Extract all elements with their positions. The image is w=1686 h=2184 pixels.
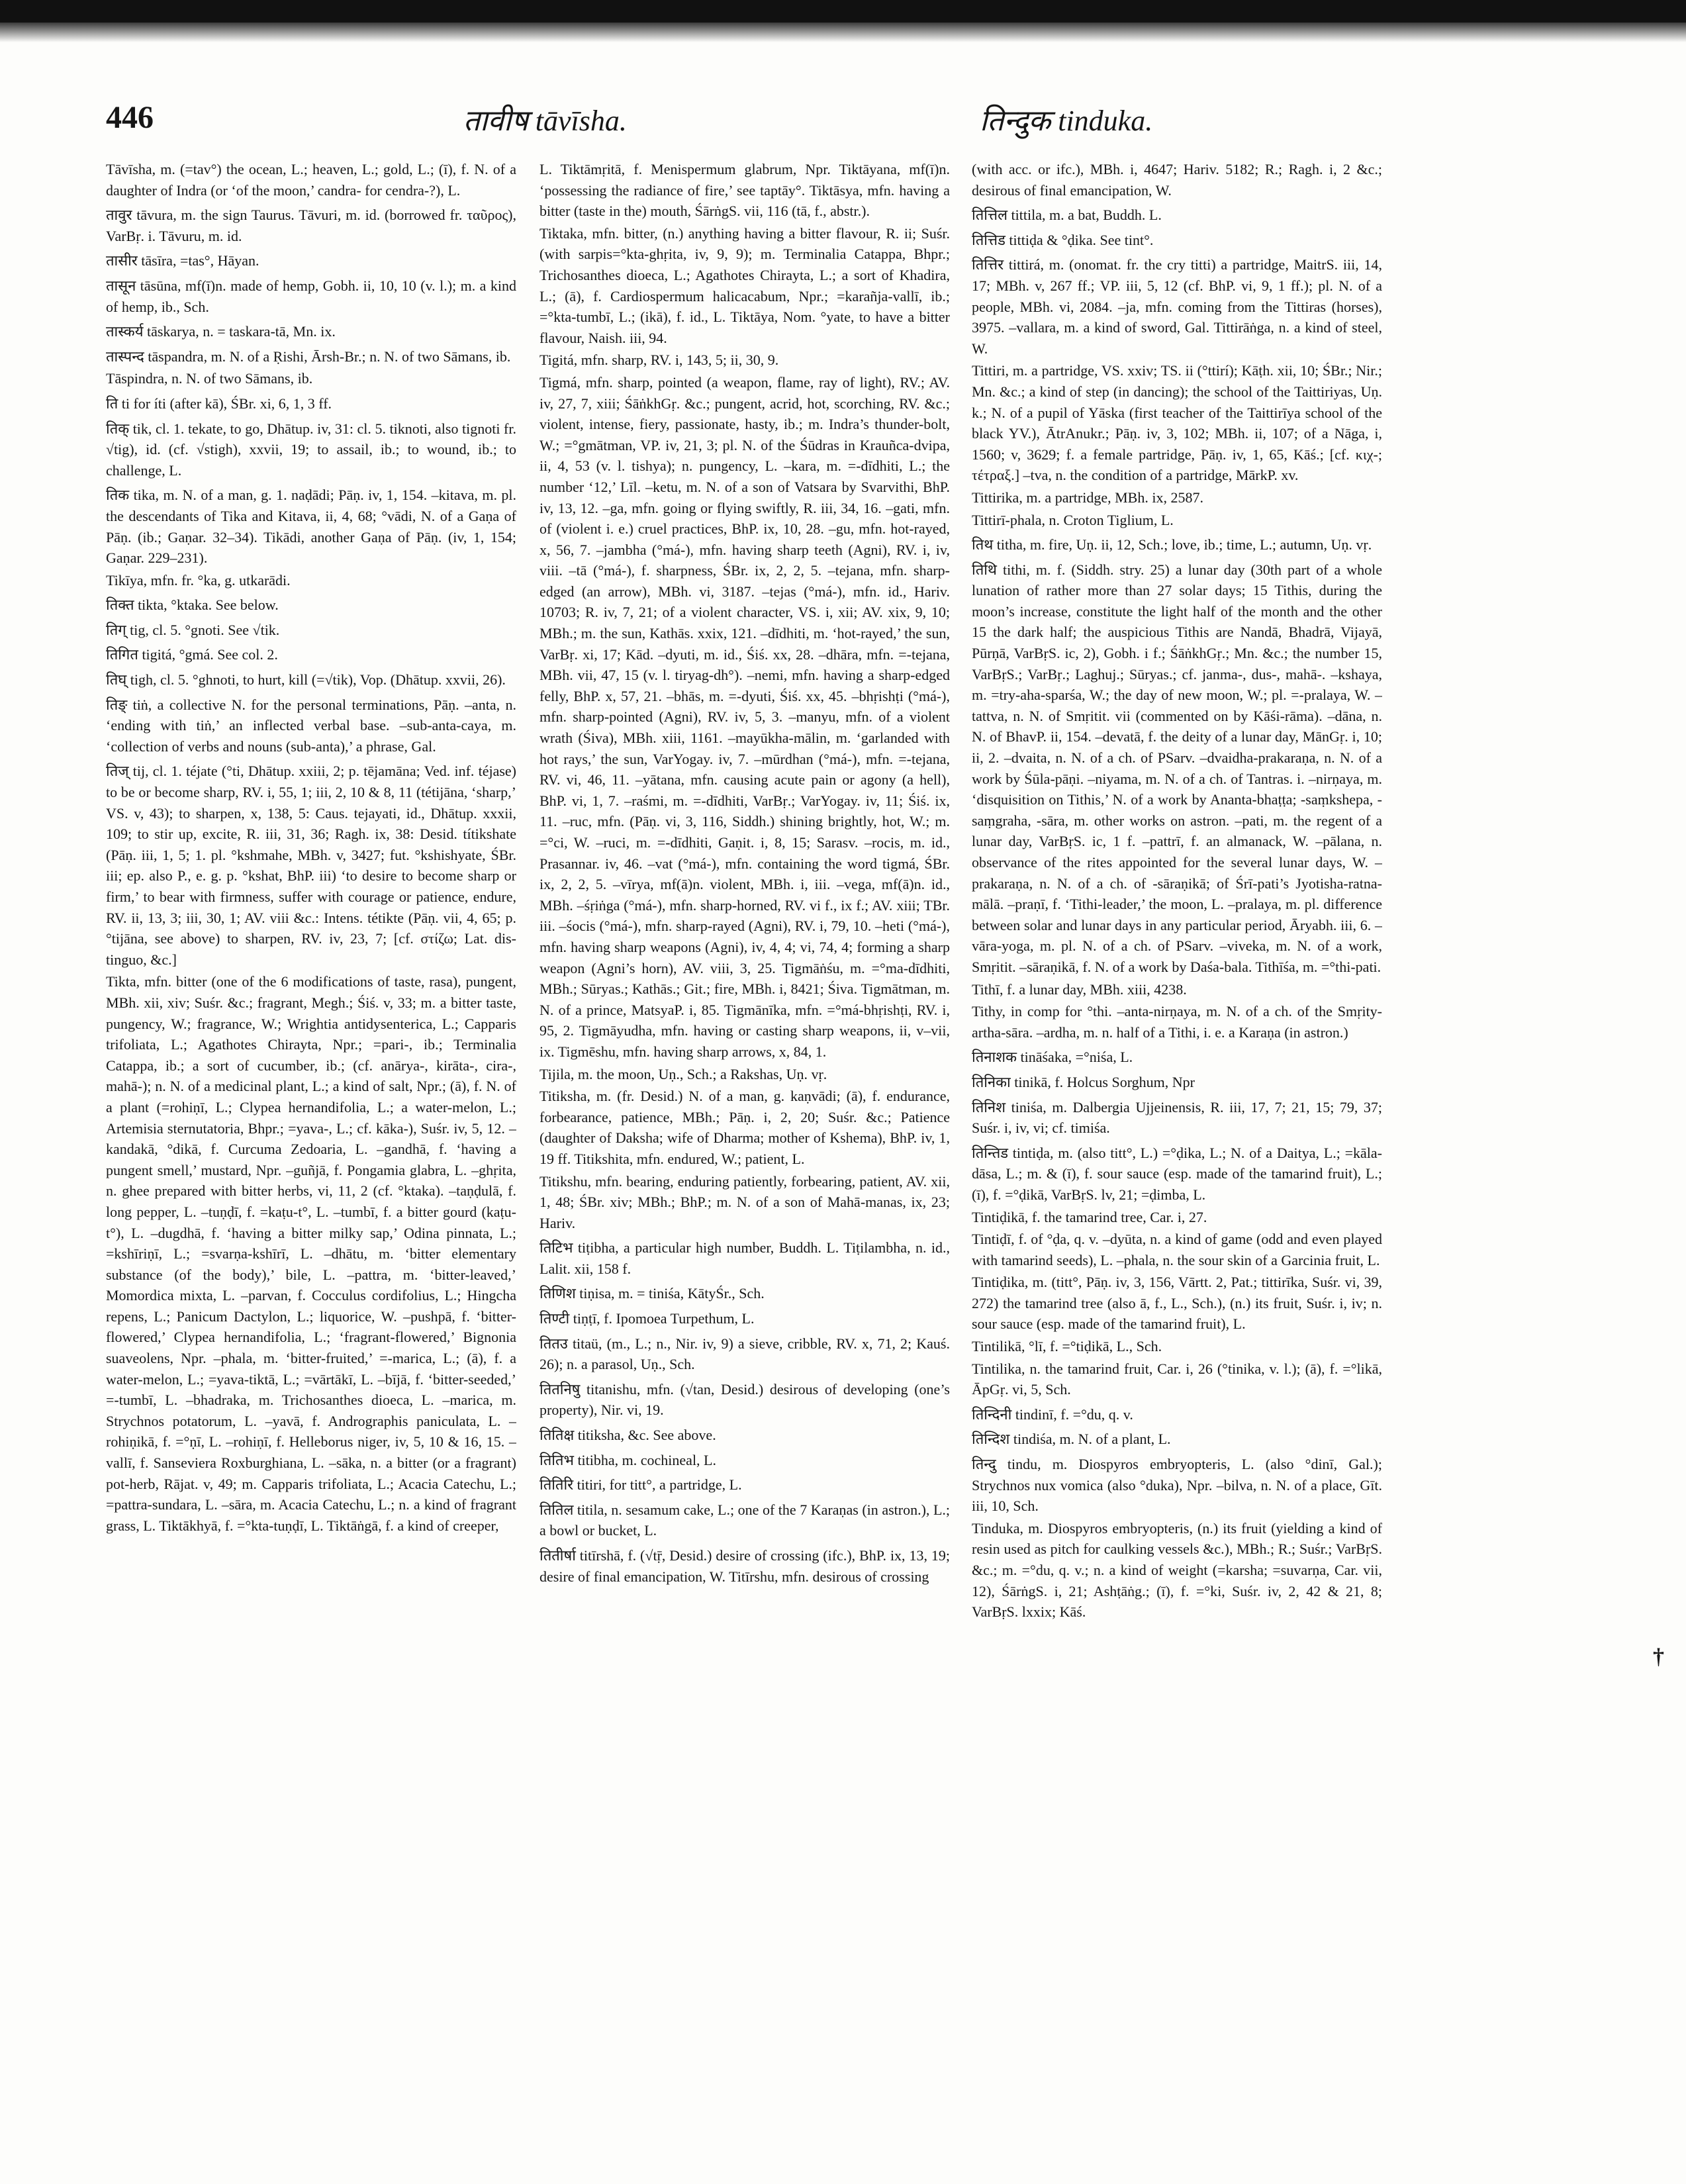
- dictionary-entry: तिन्तिड tintiḍa, m. (also titt°, L.) =°ḍika, L.; N. of a Daitya, L.; =kāla-dāsa, L.; m. & (ī), f. sour sauce (esp. made of the tamarind fruit), L.; (ī), f. =°ḍikā, VarBṛS. lv, 21; =ḍimba, L.: [972, 1144, 1382, 1203]
- dictionary-entry: तिटिभ tiṭibha, a particular high number, Buddh. L. Tiṭilambha, n. id., Lalit. xii, 158 f.: [539, 1239, 950, 1277]
- dictionary-entry: तित्तिर tittirá, m. (onomat. fr. the cry titti) a partridge, MaitrS. iii, 14, 17; MBh. v, 267 ff.; VP. iii, 5, 12 (cf. BhP. vi, 9, 1 ff.); pl. N. of a people, MBh. vi, 2084. –ja, mfn. coming from the Tittiras (horses), 3975. –vallara, m. a kind of sword, Gal. Tittirāṅga, n. a kind of steel, W.: [972, 256, 1382, 357]
- scan-top-shadow: [0, 23, 1686, 42]
- dictionary-entry: तित्तिड tittiḍa & °ḍika. See tint°.: [972, 231, 1154, 248]
- dictionary-entry: (with acc. or ifc.), MBh. i, 4647; Hariv. 5182; R.; Ragh. i, 2 &c.; desirous of final emancipation, W.: [972, 161, 1382, 199]
- dictionary-entry: L. Tiktāmṛitā, f. Menispermum glabrum, Npr. Tiktāyana, mf(ī)n. ‘possessing the radiance of fire,’ see taptāy°. Tiktāsya, mfn. having a bitter (taste in the) mouth, ŚārṅgS. vii, 116 (tā, f., abstr.).: [539, 161, 950, 220]
- dictionary-entry: तितिरि titiri, for titt°, a partridge, L.: [539, 1476, 742, 1494]
- dictionary-entry: तिनाशक tināśaka, =°niśa, L.: [972, 1049, 1133, 1066]
- dictionary-entry: तिन्दिनी tindinī, f. =°du, q. v.: [972, 1405, 1133, 1423]
- dictionary-entry: Titikshu, mfn. bearing, enduring patiently, forbearing, patient, AV. xii, 1, 48; ŚBr. xiv; MBh.; BhP.; m. N. of a son of Mahā-manas, ix, 23; Hariv.: [539, 1172, 950, 1231]
- dictionary-entry: तितनिषु titanishu, mfn. (√tan, Desid.) desirous of developing (one’s property), Nir. vi, 19.: [539, 1380, 950, 1419]
- dictionary-entry: तिन्दु tindu, m. Diospyros embryopteris, L. (also °dinī, Gal.); Strychnos nux vomica (also °duka), Npr. –bilva, n. N. of a place, Gīt. iii, 10, Sch.: [972, 1456, 1382, 1515]
- dictionary-entry: तिथ titha, m. fire, Uṇ. ii, 12, Sch.; love, ib.; time, L.; autumn, Uṇ. vṛ.: [972, 536, 1372, 553]
- dictionary-entry: Tigitá, mfn. sharp, RV. i, 143, 5; ii, 30, 9.: [539, 352, 779, 369]
- column-3: [972, 159, 1382, 2138]
- dictionary-entry: Tijila, m. the moon, Uṇ., Sch.; a Rakshas, Uṇ. vṛ.: [539, 1065, 827, 1082]
- dictionary-entry: Titiksha, m. (fr. Desid.) N. of a man, g. kaṇvādi; (ā), f. endurance, forbearance, patience, MBh.; Pāṇ. i, 2, 20; Suśr. &c.; Patience (daughter of Daksha; wife of Dharma; mother of Kshema), BhP. iv, 1, 19 ff. Titikshita, mfn. endured, W.; patient, L.: [539, 1088, 950, 1167]
- dictionary-entry: तास्कर्य tāskarya, n. = taskara-tā, Mn. ix.: [106, 323, 336, 340]
- dictionary-entry: Tithy, in comp for °thi. –anta-nirṇaya, m. N. of a ch. of the Smṛity-artha-sāra. –ardha, m. n. half of a Tithi, i. e. a Karaṇa (in astron.): [972, 1003, 1382, 1041]
- column-2: [539, 159, 950, 2138]
- dictionary-entry: तिङ् tiṅ, a collective N. for the personal terminations, Pāṇ. –anta, n. ‘ending with tiṅ,’ an inflected verbal base. –sub-anta-caya, m. ‘collection of verbs and nouns (sub-anta),’ a phrase, Gal.: [106, 696, 516, 755]
- page-number: 446: [106, 100, 154, 135]
- dictionary-entry: तासीर tāsīra, =tas°, Hāyan.: [106, 252, 259, 269]
- dictionary-entry: Tintiḍika, m. (titt°, Pāṇ. iv, 3, 156, Vārtt. 2, Pat.; tittirīka, Suśr. vi, 39, 272) the tamarind tree (also ā, f., L., Sch.), (n.) its fruit, Suśr. i, iv; n. sour sauce (esp. made of the tamarind fruit), L.: [972, 1274, 1382, 1333]
- dictionary-entry: Tinduka, m. Diospyros embryopteris, (n.) its fruit (yielding a kind of resin used as pitch for caulking vessels &c.), MBh.; R.; Suśr.; VarBṛS. &c.; m. =°du, q. v.; n. a kind of weight (=karsha; =suvarṇa, Car. vii, 12), ŚārṅgS. i, 21; Ashṭāṅg.; (ī), f. =°ki, Suśr. iv, 2, 42 & 21, 8; VarBṛS. lxxix; Kāś.: [972, 1519, 1382, 1621]
- dictionary-entry: तास्पन्द tāspandra, m. N. of a Ṛishi, Ārsh-Br.; n. N. of two Sāmans, ib.: [106, 348, 511, 365]
- dictionary-entry: तिथि tithi, m. f. (Siddh. stry. 25) a lunar day (30th part of a whole lunation of rather more than 27 solar days; 15 Tithis, during the moon’s increase, constitute the light half of the month and the other 15 the dark half; the auspicious Tithis are Nandā, Bhadrā, Vijayā, Pūrṇā, VarBṛS. ic, 2), Gobh. i f.; ŚāṅkhGṛ.; Mn. &c.; the number 15, VarBṛS.; VarBṛ.; Laghuj.; Sūryas.; cf. janma-, dus-, mahā-. –kshaya, m. =try-aha-sparśa, W.; the day of new moon, W.; pl. =-pralaya, W. –tattva, n. N. of Smṛitit. vii (commented on by Kāśi-rāma). –dāna, n. N. of BhavP. ii, 154. –devatā, f. the deity of a lunar day, MānGṛ. i, 10; ii, 2. –dvaita, n. N. of a ch. of PSarv. –dvaidha-prakaraṇa, n. N. of a work by Śūla-pāṇi. –niyama, m. N. of a ch. of Tantras. i. –nirṇaya, m. ‘disquisition on Tithis,’ N. of a work by Ananta-bhaṭṭa; -saṃkshepa, -saṃgraha, -sāra, m. other works on astron. –pati, m. the regent of a lunar day, VarBṛS. ic, 1 f. –pattrī, f. an almanack, W. –pālana, n. observance of the rites appointed for the several lunar days, W. –prakaraṇa, n. N. of a ch. of -sāraṇikā; of Śrī-pati’s Jyotisha-ratna-mālā. –praṇī, f. ‘Tithi-leader,’ the moon, L. –pralaya, m. pl. difference between solar and lunar days in any particular period, Āryabh. iii, 6. –vāra-yoga, m. pl. N. of a ch. of PSarv. –viveka, m. N. of a work, Smṛitit. –sāraṇikā, f. N. of a work by Daśa-bala. Tithīśa, m. =°thi-pati.: [972, 561, 1382, 975]
- dictionary-entry: तिक् tik, cl. 1. tekate, to go, Dhātup. iv, 31: cl. 5. tiknoti, also tignoti fr. √tig), id. (cf. √stigh), xxvii, 19; to assail, ib.; to wound, ib.; to challenge, L.: [106, 420, 516, 479]
- scan-top-border: [0, 0, 1686, 23]
- dictionary-entry: तिघ् tigh, cl. 5. °ghnoti, to hurt, kill (=√tik), Vop. (Dhātup. xxvii, 26).: [106, 671, 506, 688]
- dictionary-entry: तिणिश tiṇisa, m. = tiniśa, KātyŚr., Sch.: [539, 1285, 765, 1302]
- dictionary-entry: तितिभ titibha, m. cochineal, L.: [539, 1451, 716, 1468]
- dictionary-entry: Tittirika, m. a partridge, MBh. ix, 2587.: [972, 489, 1203, 506]
- dictionary-entry: तिनिका tinikā, f. Holcus Sorghum, Npr: [972, 1073, 1195, 1090]
- dictionary-entry: तितीर्षा titīrshā, f. (√tṝ, Desid.) desire of crossing (ifc.), BhP. ix, 13, 19; desire of final emancipation, W. Titīrshu, mfn. desirous of crossing: [539, 1547, 950, 1585]
- dictionary-entry: Tintiḍikā, f. the tamarind tree, Car. i, 27.: [972, 1208, 1207, 1225]
- dictionary-entry: तिगित tigitá, °gmá. See col. 2.: [106, 646, 278, 663]
- left-running-headword: तावीष tāvīsha.: [463, 105, 627, 137]
- dictionary-entry: Tāvīsha, m. (=tav°) the ocean, L.; heaven, L.; gold, L.; (ī), f. N. of a daughter of Indra (or ‘of the moon,’ candra- for cendra-?), L.: [106, 161, 516, 199]
- dictionary-entry: Tittirī-phala, n. Croton Tiglium, L.: [972, 511, 1174, 528]
- dictionary-entry: तिनिश tiniśa, m. Dalbergia Ujjeinensis, R. iii, 17, 7; 21, 15; 79, 37; Suśr. i, iv, vi; cf. timiśa.: [972, 1098, 1382, 1137]
- dictionary-entry: ति ti for íti (after kā), ŚBr. xi, 6, 1, 3 ff.: [106, 395, 332, 412]
- page-header: [0, 99, 1686, 142]
- dictionary-entry: Tikta, mfn. bitter (one of the 6 modifications of taste, rasa), pungent, MBh. xii, xiv; Suśr. &c.; fragrant, Megh.; Śiś. v, 33; m. a bitter taste, pungency, W.; fragrance, W.; Wrightia antidysenterica, L.; Capparis trifoliata, L.; Agathotes Chirayta, Npr.; =pari-, ib.; Terminalia Catappa, ib.; a sort of cucumber, ib.; (cf. anārya-, kirāta-, cira-, mahā-); n. N. of a medicinal plant, L.; a kind of salt, Npr.; (ā), f. N. of a plant (=rohiṇī, L.; Clypea hernandifolia, L.; a water-melon, L.; Artemisia sternutatoria, Bhpr.; =yava-, L.; cf. kāka-), Suśr. iv, 5, 12. –kandakā, °dikā, f. Curcuma Zedoaria, L. –gandhā, f. ‘having a pungent smell,’ mustard, Npr. –guñjā, f. Pongamia glabra, L. –ghṛita, n. ghee prepared with bitter herbs, vi, 11, 2 (cf. °ktaka). –taṇḍulā, f. long pepper, L. –tuṇḍī, f. =kaṭu-t°, L. –tumbī, f. a bitter gourd (kaṭu-t°), L. –dugdhā, f. ‘having a bitter milky sap,’ Odina pinnata, L.; =kshīriṇī, L.; =svarṇa-kshīrī, L. –dhātu, m. ‘bitter elementary substance (of the body),’ bile, L. –pattra, m. ‘bitter-leaved,’ Momordica mixta, L. –parvan, f. Cocculus cordifolius, L.; Hingcha repens, L.; Panicum Dactylon, L.; liquorice, W. –pushpā, f. ‘bitter-flowered,’ Clypea hernandifolia, L.; ‘fragrant-flowered,’ Bignonia suaveolens, Npr. –phala, m. ‘bitter-fruited,’ =-marica, L.; (ā), f. a water-melon, L.; =yava-tiktā, L.; =vārtākī, L. –bījā, f. ‘bitter-seeded,’ =-tumbī, L. –bhadraka, m. Trichosanthes dioeca, L. –marica, m. Strychnos potatorum, L. –yavā, f. Andrographis paniculata, L. –rohiṇikā, f. =°ṇī, L. –rohiṇī, f. Helleborus niger, iv, 5, 10 & 16, 15. –vallī, f. Sanseviera Roxburghiana, L. –sāka, n. a bitter (or a fragrant) pot-herb, Rājat. v, 49; m. Capparis trifoliata, L.; Acacia Catechu, L.; =pattra-sundara, L. –sāra, m. Acacia Catechu, L.; n. a kind of fragrant grass, L. Tiktākhyā, f. =°kta-tuṇḍī, L. Tiktāṅgā, f. a kind of creeper,: [106, 973, 516, 1534]
- dictionary-entry: तासून tāsūna, mf(ī)n. made of hemp, Gobh. ii, 10, 10 (v. l.); m. a kind of hemp, ib., Sch.: [106, 277, 516, 315]
- dictionary-entry: Tittiri, m. a partridge, VS. xxiv; TS. ii (°ttirí); Kāṭh. xii, 10; ŚBr.; Nir.; Mn. &c.; a kind of step (in dancing); the school of the Taittiriyas, Uṇ. k.; N. of a pupil of Yāska (first teacher of the Taittirīya school of the black YV.), ĀtrAnukr.; Pāṇ. iv, 3, 102; MBh. ii, 107; of a Nāga, i, 1560; v, 3629; f. a female partridge, Pāṇ. iv, 1, 65, Kāś.; [cf. κιχ-; τέτραξ.] –tva, n. the condition of a partridge, MārkP. xv.: [972, 362, 1382, 484]
- margin-marker: †: [1653, 1644, 1664, 1669]
- dictionary-entry: तितउ titaü, (m., L.; n., Nir. iv, 9) a sieve, cribble, RV. x, 71, 2; Kauś. 26); n. a parasol, Uṇ., Sch.: [539, 1335, 950, 1373]
- dictionary-entry: तिक्त tikta, °ktaka. See below.: [106, 596, 279, 614]
- dictionary-entry: Tāspindra, n. N. of two Sāmans, ib.: [106, 370, 313, 387]
- dictionary-entry: तावुर tāvura, m. the sign Taurus. Tāvuri, m. id. (borrowed fr. ταῦρος), VarBṛ. i. Tāvuru, m. id.: [106, 207, 516, 244]
- dictionary-entry: तिग् tig, cl. 5. °gnoti. See √tik.: [106, 621, 280, 638]
- dictionary-entry: तिण्टी tiṇṭī, f. Ipomoea Turpethum, L.: [539, 1310, 755, 1327]
- dictionary-entry: Tikīya, mfn. fr. °ka, g. utkarādi.: [106, 571, 291, 589]
- dictionary-entry: तित्तिल tittila, m. a bat, Buddh. L.: [972, 207, 1162, 224]
- dictionary-entry: Tintiḍī, f. of °ḍa, q. v. –dyūta, n. a kind of game (odd and even played with tamarind seeds), L. –phala, n. the sour skin of a Garcinia fruit, L.: [972, 1231, 1382, 1268]
- dictionary-entry: तितिक्ष titiksha, &c. See above.: [539, 1427, 716, 1444]
- dictionary-entry: तितिल titila, n. sesamum cake, L.; one of the 7 Karaṇas (in astron.), L.; a bowl or bucket, L.: [539, 1501, 950, 1539]
- dictionary-entry: Tintilika, n. the tamarind fruit, Car. i, 26 (°tinika, v. l.); (ā), f. =°likā, ĀpGṛ. vi, 5, Sch.: [972, 1360, 1382, 1398]
- right-running-headword: तिन्दुक tinduka.: [980, 105, 1153, 137]
- dictionary-entry: Tintilikā, °lī, f. =°tiḍikā, L., Sch.: [972, 1338, 1162, 1355]
- dictionary-entry: Tiktaka, mfn. bitter, (n.) anything having a bitter flavour, R. ii; Suśr. (with sarpis=°kta-ghṛita, iv, 9, 9); m. Terminalia Catappa, Bhpr.; Trichosanthes dioeca, L.; Agathotes Chirayta, L.; a sort of Khadira, L.; (ā), f. Cardiospermum halicacabum, Npr.; =karañja-vallī, ib.; =°kta-tumbī, L.; (ikā), f. id., L. Tiktāya, Nom. °yate, to have a bitter flavour, Naish. iii, 94.: [539, 224, 950, 346]
- column-1: [106, 159, 516, 2138]
- dictionary-entry: Tithī, f. a lunar day, MBh. xiii, 4238.: [972, 980, 1187, 998]
- dictionary-entry: तिक tika, m. N. of a man, g. 1. naḍādi; Pāṇ. iv, 1, 154. –kitava, m. pl. the descendants of Tika and Kitava, ii, 4, 68; °vādi, N. of a Gaṇa of Pāṇ. (ib.; Gaṇar. 32–34). Tikādi, another Gaṇa of Pāṇ. (iv, 1, 154; Gaṇar. 229–231).: [106, 487, 516, 567]
- dictionary-entry: Tigmá, mfn. sharp, pointed (a weapon, flame, ray of light), RV.; AV. iv, 27, 7, xiii; ŚāṅkhGṛ. &c.; pungent, acrid, hot, scorching, RV. &c.; violent, intense, fiery, passionate, hasty, ib.; m. Indra’s thunder-bolt, W.; =°gmātman, VP. iv, 21, 3; pl. N. of the Śūdras in Krauñca-dvipa, ii, 4, 53 (v. l. tishya); n. pungency, L. –kara, m. =-dīdhiti, L.; the number ‘12,’ Līl. –ketu, m. N. of a son of Vatsara by Svarvithi, BhP. iv, 13, 12. –ga, mfn. going or flying swiftly, R. iii, 34, 16. –gati, mfn. of (violent i. e.) cruel practices, BhP. ix, 10, 28. –gu, mfn. hot-rayed, x, 56, 7. –jambha (°má-), mfn. having sharp teeth (Agni), RV. i, iv, viii. –tā (°má-), f. sharpness, ŚBr. ix, 2, 2, 5. –tejana, mfn. sharp-edged (an arrow), MBh. vi, 3187. –tejas (°má-), mfn. id., Hariv. 10703; R. iv, 7, 21; of a violent character, VS. i, xii; AV. xix, 9, 10; MBh.; m. the sun, Kathās. xxix, 121. –dīdhiti, m. ‘hot-rayed,’ the sun, VarBṛ. xi, 17; Kād. –dyuti, m. id., Śiś. xx, 28. –dhāra, mfn. =-tejana, MBh. vii, 47, 15 (v. l. tiryag-dh°). –nemi, mfn. having a sharp-edged felly, BhP. x, 57, 21. –bhās, m. =-dyuti, Śiś. xx, 45. –bhṛishṭi (°má-), mfn. sharp-pointed (Agni), RV. iv, 5, 3. –manyu, mfn. of a violent wrath (Śiva), MBh. xiii, 1161. –mayūkha-mālin, m. ‘garlanded with hot rays,’ the sun, VarYogay. iv, 7. –mūrdhan (°má-), mfn. =-tejana, RV. vi, 46, 11. –yātana, mfn. causing acute pain or agony (a hell), BhP. vi, 1, 7. –raśmi, m. =-dīdhiti, VarBṛ.; VarYogay. iv, 11; Śiś. ix, 11. –ruc, mfn. (Pāṇ. vi, 3, 116, Siddh.) shining brightly, hot, W.; m. =°ci, W. –ruci, m. =-dīdhiti, Gaṇit. i, 8, 15; Sarasv. –rocis, m. id., Prasannar. iv, 46. –vat (°má-), mfn. containing the word tigmá, ŚBr. ix, 2, 2, 5. –vīrya, mf(ā)n. violent, MBh. i, iii. –vega, mf(ā)n. id., MBh. –śṛiṅga (°má-), mfn. sharp-horned, RV. vi f., ix f.; AV. xiii; TBr. iii. –śocis (°má-), mfn. sharp-rayed (Agni), RV. i, 79, 10. –heti (°má-), mfn. having sharp weapons (Agni), iv, 4, 4; vi, 74, 4; forming a sharp weapon (Agni’s horn), AV. viii, 3, 25. Tigmāṅśu, m. =°ma-dīdhiti, MBh.; Sūryas.; Kathās.; Git.; fire, MBh. i, 8421; Śiva. Tigmātman, m. N. of a prince, MatsyaP. i, 85. Tigmānīka, mfn. =°má-bhṛishṭi, RV. i, 95, 2. Tigmāyudha, mfn. having or casting sharp weapons, ii, v–vii, ix. Tigmēshu, mfn. having sharp arrows, x, 84, 1.: [539, 373, 950, 1060]
- dictionary-entry: तिज् tij, cl. 1. téjate (°ti, Dhātup. xxiii, 2; p. tējamāna; Ved. inf. téjase) to be or become sharp, RV. i, 55, 1; iii, 2, 10 & 8, 11 (tétijāna, ‘sharp,’ VS. v, 43); to sharpen, x, 138, 5: Caus. tejayati, id., Dhātup. xxxii, 109; to stir up, excite, R. iii, 31, 36; Ragh. ix, 38: Desid. títikshate (Pāṇ. iii, 1, 5; 1. pl. °kshmahe, MBh. v, 3427; fut. °kshishyate, ŚBr. iii; ep. also P., e. g. p. °kshat, BhP. iii) ‘to desire to become sharp or firm,’ to bear with firmness, suffer with courage or patience, endure, RV. ii, 13, 3; iii, 30, 1; AV. viii &c.: Intens. tétikte (Pāṇ. vii, 4, 65; p. °tijāna, see above) to sharpen, RV. iv, 23, 7; [cf. στίζω; Lat. dis-tinguo, &c.]: [106, 763, 516, 968]
- dictionary-entry: तिन्दिश tindiśa, m. N. of a plant, L.: [972, 1431, 1171, 1448]
